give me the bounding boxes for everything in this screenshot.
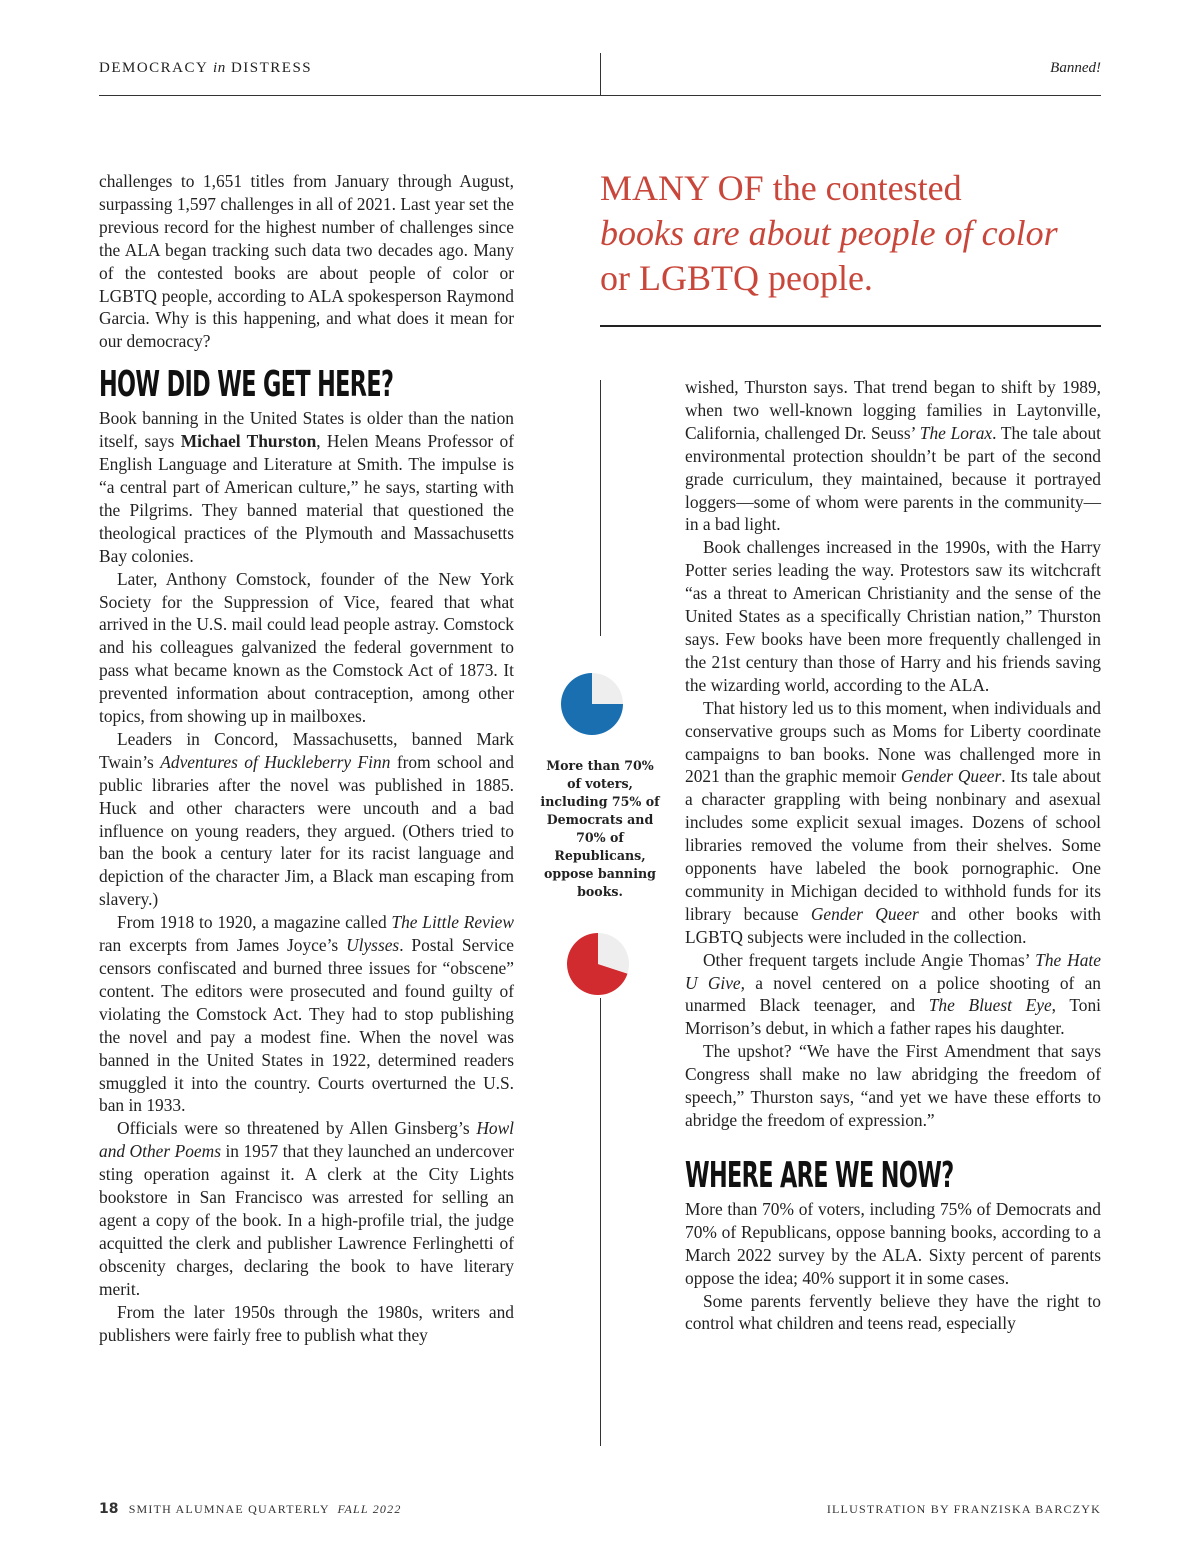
- text-run: in 1957 that they launched an undercover sting operation against it. A clerk at the City Lights bookstore in San Francisco was arrested for selling an agent a copy of the book. In a high-profile trial, the judge acquitted the clerk and publisher Lawrence Ferlinghetti of obscenity charges, declaring the book to have literary merit.: [99, 1141, 514, 1299]
- section-title: [99, 60, 312, 77]
- text-run: ran excerpts from James Joyce’s: [99, 935, 347, 956]
- text-run: a novel centered on a police shooting of an unarmed Black teenager, and: [685, 972, 1101, 1016]
- text-run: , Helen Means Professor of English Language and Literature at Smith. The impulse is “a central part of American culture,” he says, starting with the Pilgrims. They banned material that questioned the theological practices of the Plymouth and Massachusetts Bay colonies.: [99, 431, 514, 566]
- person-name: Michael Thurston: [180, 431, 317, 452]
- paragraph: [99, 407, 514, 567]
- illustration-credit: ILLUSTRATION BY FRANZISKA BARCZYK: [826, 1502, 1101, 1516]
- magazine-title: The Little Review: [391, 912, 514, 933]
- section-title-part2: DISTRESS: [230, 60, 313, 76]
- book-title: Ulysses: [346, 935, 400, 956]
- text-run: and other books with LGBTQ subjects were included in the collection.: [685, 903, 1101, 947]
- paragraph: [685, 376, 1101, 536]
- text-run: . Postal Service censors confiscated and burned three issues for “obscene” content. The editors were prosecuted and found guilty of violating the Comstock Act. They had to stop publishing the novel and pay a modest fine. When the novel was banned in the United States in 1922, determined readers smuggled it into the country. Courts overturned the U.S. ban in 1933.: [99, 935, 514, 1116]
- text-run: Other frequent targets include Angie Thomas’: [703, 949, 1036, 970]
- text-run: . The tale about environmental protection shouldn’t be part of the second grade curriculum, they maintained, because it portrayed loggers—some of whom were parents in the community—in a bad light.: [685, 422, 1101, 535]
- text-run: . Its tale about a character grappling with being nonbinary and asexual includes some explicit sexual images. Dozens of school libraries removed the volume from their shelves. Some opponents have labeled the book pornographic. One community in Michigan decided to withhold funds for its library because: [685, 766, 1101, 924]
- paragraph: [99, 1117, 514, 1300]
- pull-quote-rule: [600, 325, 1101, 327]
- page-number: 18: [99, 1501, 119, 1517]
- paragraph: [685, 697, 1101, 949]
- header-rule: [99, 95, 1101, 96]
- pull-quote-line2: [600, 211, 1100, 256]
- text-run: Leaders in Concord, Massachusetts, banned Mark Twain’s: [99, 728, 514, 772]
- book-title: Gender Queer: [810, 903, 919, 924]
- header-divider: [600, 53, 601, 95]
- pull-quote-line3: or LGBTQ people.: [600, 258, 873, 298]
- right-column: [685, 376, 1101, 1335]
- column-divider-bottom: [600, 998, 601, 1446]
- pie-chart-democrats-slices: [561, 673, 623, 735]
- book-title: Adventures of Huckleberry Finn: [160, 751, 391, 772]
- running-head: Banned!: [1050, 60, 1101, 76]
- text-run: From 1918 to 1920, a magazine called: [117, 912, 392, 933]
- pull-quote: [600, 166, 1100, 301]
- paragraph: Some parents fervently believe they have the right to control what children and teens read, especially: [685, 1290, 1101, 1334]
- section-title-in: in: [213, 60, 226, 76]
- paragraph: More than 70% of voters, including 75% of Democrats and 70% of Republicans, oppose banning books, according to a March 2022 survey by the ALA. Sixty percent of parents oppose the idea; 40% support it in some cases.: [685, 1198, 1101, 1288]
- paragraph: [99, 911, 514, 1117]
- section-title-part1: DEMOCRACY: [99, 60, 208, 76]
- pie-chart-republicans-slices: [567, 933, 629, 995]
- sidebar-stat-text: More than 70% of voters, including 75% of Democrats and 70% of Republicans, oppose banning books.: [540, 758, 660, 899]
- intro-paragraph: challenges to 1,651 titles from January through August, surpassing 1,597 challenges in all of 2021. Last year set the previous record for the highest number of challenges since the ALA began tracking such data two decades ago. Many of the contested books are about people of color or LGBTQ people, according to ALA spokesperson Raymond Garcia. Why is this happening, and what does it mean for our democracy?: [99, 171, 514, 352]
- paragraph: The upshot? “We have the First Amendment that says Congress shall make no law abridging the freedom of speech,” Thurston says, “and yet we have these efforts to abridge the freedom of expression.”: [685, 1041, 1101, 1130]
- paragraph: Later, Anthony Comstock, founder of the New York Society for the Suppression of Vice, feared that what arrived in the U.S. mail could lead people astray. Comstock and his colleagues galvanized the federal government to pass what became known as the Comstock Act of 1873. It prevented information about contraception, among other topics, from showing up in mailboxes.: [99, 568, 514, 727]
- paragraph: Book challenges increased in the 1990s, with the Harry Potter series leading the way. Protestors saw its witchcraft “as a threat to American Christianity and the sense of the United States as a specifically Christian nation,” Thurston says. Few books have been more frequently challenged in the 21st century than those of Harry and his friends saving the wizarding world, according to the ALA.: [685, 537, 1101, 695]
- publication-name: SMITH ALUMNAE QUARTERLY: [128, 1502, 330, 1516]
- text-run: , Toni Morrison’s debut, in which a father rapes his daughter.: [685, 995, 1102, 1039]
- text-run: That history led us to this moment, when individuals and conservative groups such as Moms for Liberty coordinate campaigns to ban books. None was challenged more in 2021 than the graphic memoir: [685, 697, 1101, 787]
- paragraph: [99, 728, 514, 911]
- book-title: The Lorax: [919, 422, 993, 443]
- issue-label: FALL 2022: [337, 1502, 402, 1516]
- pie-democrats-slice-2: [592, 673, 623, 704]
- paragraph: From the later 1950s through the 1980s, writers and publishers were fairly free to publish what they: [99, 1301, 514, 1345]
- section-heading-how: HOW DID WE GET HERE?: [99, 364, 394, 406]
- pull-quote-line2-text: books are about people of color: [600, 213, 1058, 253]
- text-run: from school and public libraries after the novel was published in 1885. Huck and other characters were uncouth and a bad influence on young readers, they argued. (Others tried to ban the book a century later for its racist language and depiction of the character Jim, a Black man escaping from slavery.): [99, 751, 514, 910]
- book-title: The Bluest Eye: [928, 995, 1052, 1016]
- pie-chart-democrats: [560, 672, 624, 736]
- text-run: wished, Thurston says. That trend began to shift by 1989, when two well-known logging families in Laytonville, California, challenged Dr. Seuss’: [685, 377, 1101, 443]
- footer-publication: [99, 1501, 402, 1517]
- book-title: Howl and Other Poems: [99, 1118, 514, 1162]
- book-title: Gender Queer: [900, 766, 1002, 787]
- pie-chart-republicans: [566, 932, 630, 996]
- pull-quote-line1: MANY OF the contested: [600, 168, 962, 208]
- column-divider-top: [600, 380, 601, 636]
- text-run: Officials were so threatened by Allen Ginsberg’s: [117, 1118, 477, 1139]
- paragraph: [685, 949, 1101, 1041]
- text-run: Book banning in the United States is older than the nation itself, says: [99, 408, 514, 452]
- left-column: [99, 170, 514, 1346]
- book-title: The Hate U Give,: [685, 949, 1101, 993]
- section-heading-where: WHERE ARE WE NOW?: [685, 1154, 954, 1196]
